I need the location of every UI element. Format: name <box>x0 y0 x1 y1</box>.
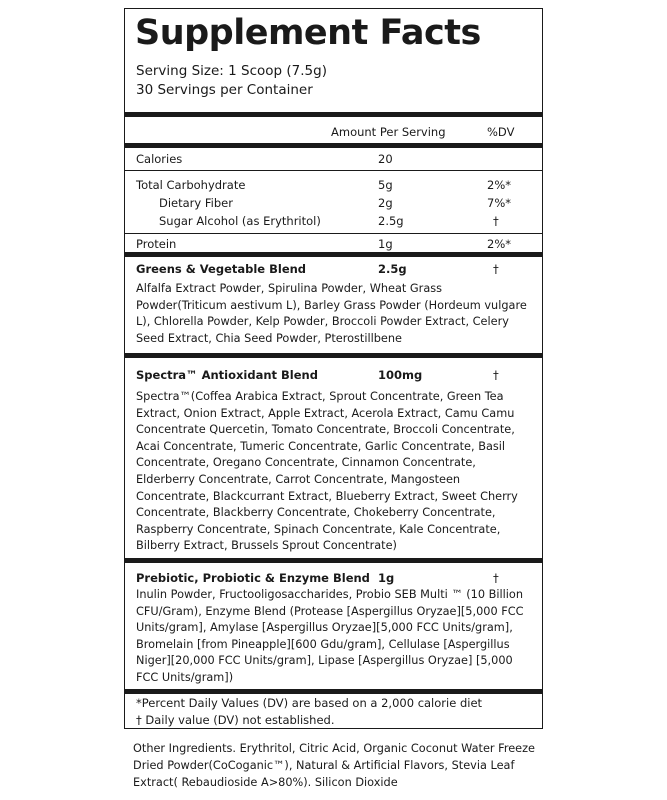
nutrient-dv: † <box>493 214 499 228</box>
nutrient-amount: 20 <box>378 152 393 166</box>
divider-thick <box>125 112 542 117</box>
blend-name: Greens & Vegetable Blend <box>136 262 307 276</box>
blend-dv: † <box>493 262 499 276</box>
nutrient-name: Dietary Fiber <box>159 196 233 210</box>
blend-name: Prebiotic, Probiotic & Enzyme Blend <box>136 571 370 585</box>
divider-thick <box>125 558 542 563</box>
blend-name: Spectra™ Antioxidant Blend <box>136 368 318 382</box>
divider-thick <box>125 252 542 257</box>
divider-thick <box>125 353 542 358</box>
blend-ingredients: Spectra™(Coffea Arabica Extract, Sprout Concentrate, Green Tea Extract, Onion Extract, Apple Extract, Acerola Extract, Camu Camu Concentrate Quercetin, Tomato Concentrate, Broccoli Concentrate, Acai Concentrate, Tumeric Concentrate, Garlic Concentrate, Basil Concentrate, Oregano Concentrate, Cinnamon Concentrate, Elderberry Concentrate, Carrot Concentrate, Mangosteen Concentrate, Blackcurrant Extract, Blueberry Extract, Sweet Cherry Concentrate, Blackberry Concentrate, Chokeberry Concentrate, Raspberry Concentrate, Spinach Concentrate, Kale Concentrate, Bilberry Extract, Brussels Sprout Concentrate) <box>136 390 518 553</box>
other-ingredients: Other Ingredients. Erythritol, Citric Acid, Organic Coconut Water Freeze Dried Powder(CoCoganic™), Natural & Artificial Flavors, Stevia Leaf Extract( Rebaudioside A>80%). Silicon Dioxide <box>133 742 535 789</box>
nutrient-name: Calories <box>136 152 183 166</box>
supplement-facts-panel <box>124 8 543 729</box>
nutrient-amount: 1g <box>378 237 393 251</box>
nutrient-amount: 2g <box>378 196 393 210</box>
blend-amount: 100mg <box>378 368 423 382</box>
footnote-percent-dv: *Percent Daily Values (DV) are based on a 2,000 calorie diet <box>136 696 483 710</box>
divider-thin <box>125 170 542 171</box>
serving-size: Serving Size: 1 Scoop (7.5g) <box>136 63 327 79</box>
nutrient-amount: 5g <box>378 178 393 192</box>
nutrient-dv: 2%* <box>487 178 511 192</box>
blend-dv: † <box>493 571 499 585</box>
header-amount: Amount Per Serving <box>331 125 446 139</box>
blend-ingredients: Alfalfa Extract Powder, Spirulina Powder, Wheat Grass Powder(Triticum aestivum L), Barley Grass Powder (Hordeum vulgare L), Chlorella Powder, Kelp Powder, Broccoli Powder Extract, Celery Seed Extract, Chia Seed Powder, Pterostillbene <box>136 282 527 345</box>
blend-ingredients: Inulin Powder, Fructooligosaccharides, Probio SEB Multi ™ (10 Billion CFU/Gram), Enzyme Blend (Protease [Aspergillus Oryzae][5,000 FCC Units/gram], Amylase [Aspergillus Oryzae][5,000 FCC Units/gram], Bromelain [from Pineapple][600 Gdu/gram], Cellulase [Aspergillus Niger][20,000 FCC Units/gram], Lipase [Aspergillus Oryzae] [5,000 FCC Units/gram]) <box>136 588 524 684</box>
header-dv: %DV <box>487 125 515 139</box>
nutrient-name: Total Carbohydrate <box>136 178 246 192</box>
nutrient-dv: 2%* <box>487 237 511 251</box>
nutrient-name: Sugar Alcohol (as Erythritol) <box>159 214 321 228</box>
divider-thick <box>125 143 542 148</box>
nutrient-name: Protein <box>136 237 177 251</box>
blend-dv: † <box>493 368 499 382</box>
footnote-dagger: † Daily value (DV) not established. <box>136 713 335 727</box>
servings-per-container: 30 Servings per Container <box>136 82 313 98</box>
blend-amount: 1g <box>378 571 395 585</box>
blend-amount: 2.5g <box>378 262 407 276</box>
divider-thick <box>125 689 542 694</box>
nutrient-dv: 7%* <box>487 196 511 210</box>
panel-title: Supplement Facts <box>135 13 481 53</box>
divider-thin <box>125 233 542 234</box>
nutrient-amount: 2.5g <box>378 214 404 228</box>
serving-info <box>136 62 327 100</box>
